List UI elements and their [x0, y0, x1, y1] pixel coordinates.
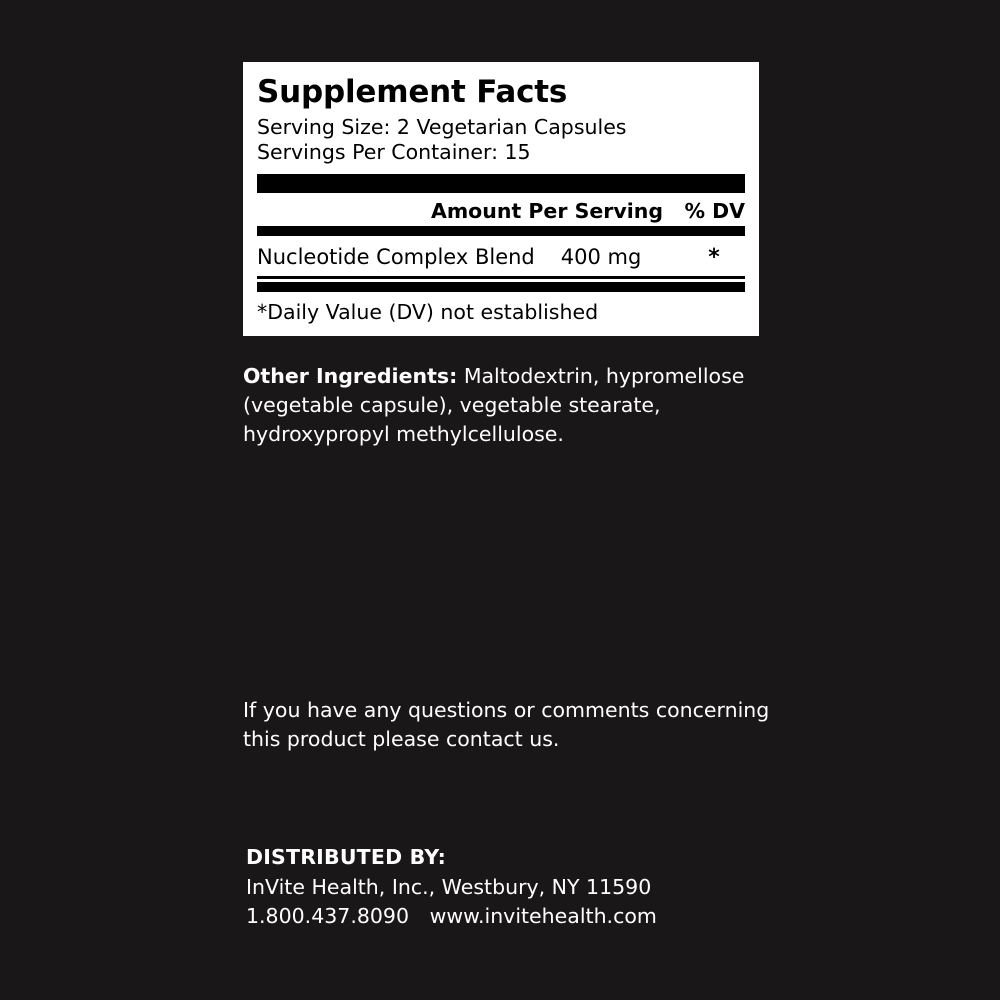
divider-thin — [257, 276, 745, 279]
other-ingredients-text: Maltodextrin, hypromellose (vegetable capsule), vegetable stearate, hydroxypropyl methylcellulose. — [243, 364, 745, 447]
supplement-facts-panel — [243, 62, 759, 336]
other-ingredients-block — [243, 362, 773, 449]
table-row — [257, 245, 745, 270]
divider-mid — [257, 226, 745, 236]
distributed-by-block — [246, 843, 786, 932]
distributor-contact-line — [246, 902, 786, 932]
divider-bottom — [257, 282, 745, 292]
distributor-company: InVite Health, Inc., Westbury, NY 11590 — [246, 874, 652, 899]
facts-column-headers — [257, 199, 745, 223]
percent-dv-header: % DV — [684, 198, 745, 223]
distributed-by-heading: DISTRIBUTED BY: — [246, 845, 446, 869]
divider-thick-top — [257, 174, 745, 193]
contact-note: If you have any questions or comments concerning this product please contact us. — [243, 698, 770, 752]
serving-size-text: Serving Size: 2 Vegetarian Capsules — [257, 114, 627, 139]
servings-per-container-text: Servings Per Container: 15 — [257, 139, 531, 164]
distributor-website[interactable]: www.invitehealth.com — [429, 904, 657, 929]
other-ingredients-heading: Other Ingredients: — [243, 364, 458, 388]
ingredient-percent-dv: * — [708, 244, 720, 270]
distributor-phone: 1.800.437.8090 — [246, 904, 410, 929]
ingredient-name: Nucleotide Complex Blend — [257, 244, 535, 269]
daily-value-footnote: *Daily Value (DV) not established — [257, 299, 599, 324]
ingredient-amount: 400 mg — [560, 244, 642, 269]
supplement-facts-title: Supplement Facts — [257, 74, 568, 110]
amount-per-serving-header: Amount Per Serving — [430, 198, 663, 223]
